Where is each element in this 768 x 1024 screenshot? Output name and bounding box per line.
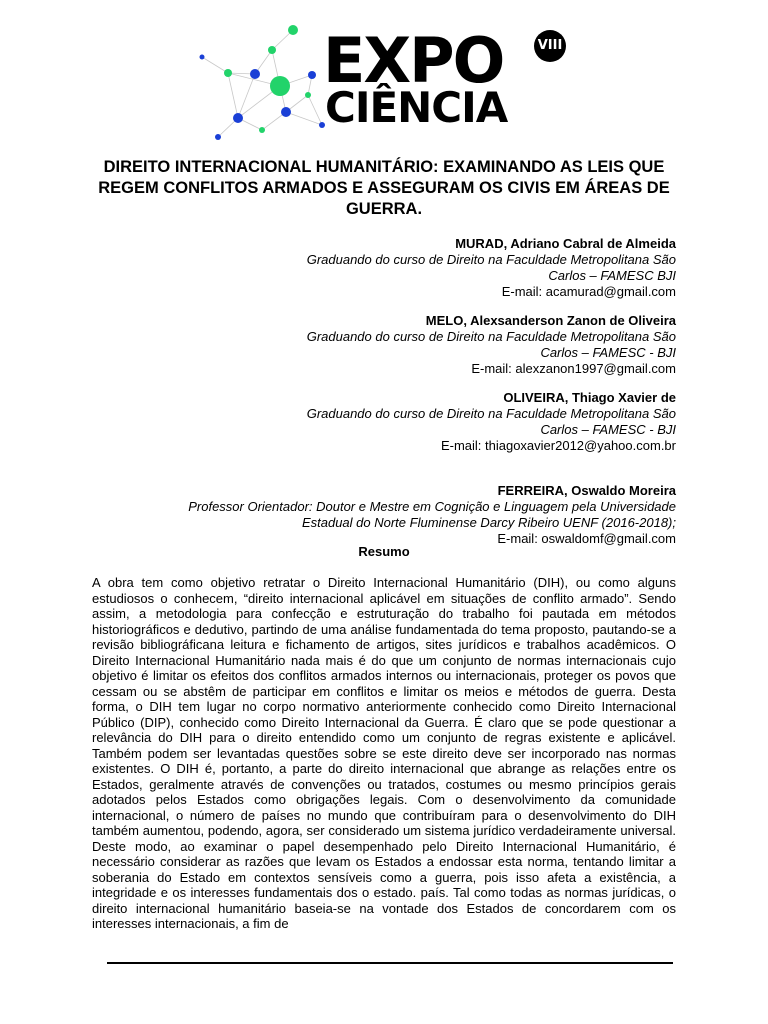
author-block xyxy=(116,236,676,300)
expo-ciencia-logo xyxy=(190,20,580,145)
author-affiliation: Estadual do Norte Fluminense Darcy Ribeiro UENF (2016-2018); xyxy=(301,515,676,530)
logo-ciencia-text: CIÊNCIA xyxy=(325,83,508,132)
paper-title: DIREITO INTERNACIONAL HUMANITÁRIO: EXAMINANDO AS LEIS QUE REGEM CONFLITOS ARMADOS E ASSEGURAM OS CIVIS EM ÁREAS DE GUERRA. xyxy=(98,158,670,218)
author-affiliation: Carlos – FAMESC BJI xyxy=(548,268,676,283)
author-block xyxy=(116,390,676,454)
author-block xyxy=(116,313,676,377)
author-email: E-mail: acamurad@gmail.com xyxy=(501,284,676,299)
author-name: FERREIRA, Oswaldo Moreira xyxy=(497,483,676,498)
author-name: MURAD, Adriano Cabral de Almeida xyxy=(455,236,676,251)
author-affiliation: Professor Orientador: Doutor e Mestre em Cognição e Linguagem pela Universidade xyxy=(188,499,676,514)
logo-edition-badge: VIII xyxy=(534,30,566,62)
author-affiliation: Graduando do curso de Direito na Faculdade Metropolitana São xyxy=(306,406,676,421)
footer-divider xyxy=(107,962,673,964)
author-block-advisor xyxy=(92,483,676,547)
author-name: MELO, Alexsanderson Zanon de Oliveira xyxy=(425,313,676,328)
author-email: E-mail: alexzanon1997@gmail.com xyxy=(471,361,676,376)
author-affiliation: Carlos – FAMESC - BJI xyxy=(540,422,676,437)
author-affiliation: Graduando do curso de Direito na Faculdade Metropolitana São xyxy=(306,252,676,267)
author-affiliation: Carlos – FAMESC - BJI xyxy=(540,345,676,360)
logo-expo-text: EXPO xyxy=(323,24,504,97)
author-name: OLIVEIRA, Thiago Xavier de xyxy=(503,390,676,405)
author-affiliation: Graduando do curso de Direito na Faculdade Metropolitana São xyxy=(306,329,676,344)
abstract-text: A obra tem como objetivo retratar o Direito Internacional Humanitário (DIH), ou como alguns estudiosos o conhecem, “direito internacional aplicável em situações de conflito armado”. Sendo assim, a metodologia para confecção e estruturação do trabalho foi pautada em métodos historiográficos e dedutivo, partindo de uma análise fundamentada do tema proposto, pautando-se a revisão bibliográficana leitura e fichamento de artigos, sites jurídicos e trabalhos acadêmicos. O Direito Internacional Humanitário nada mais é do que um conjunto de normas internacionais cujo objetivo é limitar os efeitos dos conflitos armados internos ou internacionais, proteger os povos que cessam ou se abstêm de participar em conflitos e limitar os meios e métodos de guerra. Desta forma, o DIH tem lugar no corpo normativo anteriormente conhecido como Direito Internacional Público (DIP), conhecido como Direito Internacional da Guerra. É claro que se pode questionar a relevância do DIH para o direito entendido como um conjunto de regras existente e aplicável. Também podem ser levantadas questões sobre se este direito deve ser incorporado nas normas existentes. O DIH é, portanto, a parte do direito internacional que abrange as relações entre os Estados, geralmente através de convenções ou tratados, costumes ou mesmo princípios gerais adotados pelos Estados como obrigações legais. Com o desenvolvimento da comunidade internacional, o número de países no mundo que contribuíram para o desenvolvimento do DIH também aumentou, podendo, agora, ser considerado um sistema jurídico verdadeiramente universal. Deste modo, ao examinar o papel desempenhado pelo Direito Internacional Humanitário, é necessário considerar as razões que levam os Estados a endossar esta norma, tentando limitar a soberania do Estado em contextos sensíveis como a guerra, pois isso afeta a existência, a integridade e os interesses fundamentais dos o estado. país. Tal como todas as normas jurídicas, o direito internacional humanitário baseia-se na vontade dos Estados de concordarem com os interesses internacionais, a fim de xyxy=(92,575,676,931)
network-graphic-icon xyxy=(190,20,330,145)
author-email: E-mail: oswaldomf@gmail.com xyxy=(497,531,676,546)
author-email: E-mail: thiagoxavier2012@yahoo.com.br xyxy=(440,438,676,453)
abstract-heading: Resumo xyxy=(358,544,410,559)
